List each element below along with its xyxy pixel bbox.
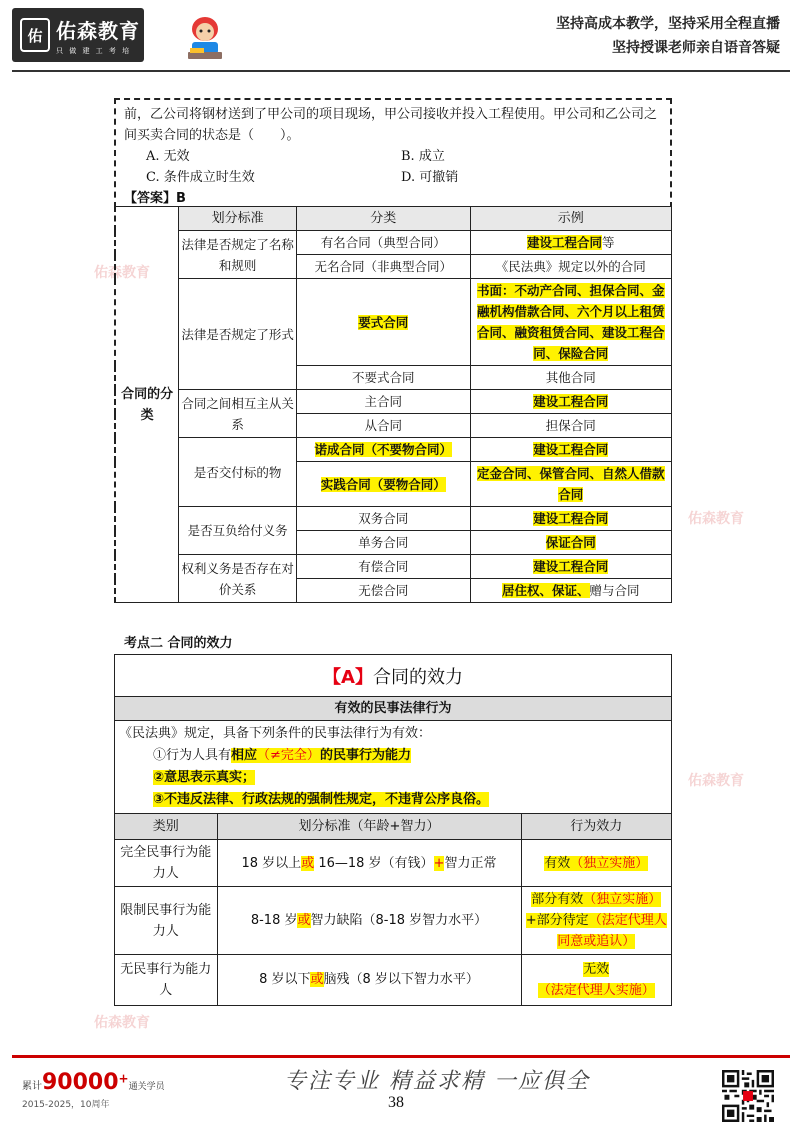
condition-3: ③不违反法律、行政法规的强制性规定，不违背公序良俗。 [153, 792, 490, 807]
box-title [115, 655, 671, 697]
footer-divider [12, 1055, 790, 1058]
table-row [115, 231, 672, 255]
slogan-line-1: 坚持高成本教学，坚持采用全程直播 [556, 16, 780, 32]
brand-logo [12, 8, 144, 62]
watermark: 佑森教育 [94, 265, 150, 281]
option-a: A. 无效 [146, 149, 190, 164]
box-title-text: 合同的效力 [372, 666, 463, 688]
section-title: 考点二 合同的效力 [124, 636, 233, 651]
logo-subtitle: 只 做 建 工 考 培 [56, 46, 132, 55]
column-header: 类别 [115, 814, 217, 840]
column-header: 划分标准 [179, 207, 297, 231]
effect-cell: 部分有效（独立实施）+部分待定（法定代理人同意或追认） [521, 887, 671, 955]
category-cell: 无民事行为能力人 [115, 955, 217, 1005]
class-cell: 诺成合同（不要物合同） [297, 438, 471, 462]
category-cell: 完全民事行为能力人 [115, 840, 217, 887]
logo-text [56, 15, 140, 56]
years-text: 2015-2025，10周年 [22, 1100, 110, 1110]
qr-code-icon [722, 1070, 774, 1122]
class-cell: 要式合同 [297, 279, 471, 366]
category-cell: 限制民事行为能力人 [115, 887, 217, 955]
class-cell: 从合同 [297, 414, 471, 438]
table-row [115, 955, 671, 1005]
table-row [115, 887, 671, 955]
example-cell: 书面：不动产合同、担保合同、金融机构借款合同、六个月以上租赁合同、融资租赁合同、建设工程合同、保险合同 [470, 279, 671, 366]
table-row [115, 279, 672, 366]
criterion-cell: 18 岁以上或 16—18 岁（有钱）+智力正常 [217, 840, 521, 887]
example-cell: 建设工程合同 [470, 438, 671, 462]
header-divider [12, 70, 790, 72]
column-header: 分类 [297, 207, 471, 231]
example-cell: 《民法典》规定以外的合同 [470, 255, 671, 279]
option-c: C. 条件成立时生效 [146, 170, 255, 185]
criterion-cell: 法律是否规定了名称和规则 [179, 231, 297, 279]
example-cell: 担保合同 [470, 414, 671, 438]
count-plus: + [118, 1071, 129, 1086]
conditions-intro: 《民法典》规定，具备下列条件的民事法律行为有效： [119, 726, 432, 741]
side-label: 合同的分类 [115, 207, 179, 603]
slogan-line-2: 坚持授课老师亲自语音答疑 [612, 40, 780, 56]
condition-2: ②意思表示真实； [153, 770, 256, 785]
question-stem: 前，乙公司将钢材送到了甲公司的项目现场，甲公司接收并投入工程使用。甲公司和乙公司之间买卖合同的状态是（ ）。 [124, 107, 658, 143]
header-slogan [556, 12, 780, 60]
class-cell: 双务合同 [297, 507, 471, 531]
contract-classification-table [114, 206, 672, 603]
example-cell: 建设工程合同 [470, 507, 671, 531]
criterion-cell: 合同之间相互主从关系 [179, 390, 297, 438]
class-cell: 无名合同（非典型合同） [297, 255, 471, 279]
class-cell: 不要式合同 [297, 366, 471, 390]
criterion-cell: 权利义务是否存在对价关系 [179, 555, 297, 603]
criterion-cell: 是否互负给付义务 [179, 507, 297, 555]
box-tag: 【A】 [323, 666, 373, 688]
condition-1: ①行为人具有相应（≠完全）的民事行为能力 [153, 748, 411, 763]
effect-cell: 有效（独立实施） [521, 840, 671, 887]
criterion-cell: 8-18 岁或智力缺陷（8-18 岁智力水平） [217, 887, 521, 955]
criterion-cell: 8 岁以下或脑残（8 岁以下智力水平） [217, 955, 521, 1005]
student-count [22, 1070, 165, 1110]
watermark: 佑森教育 [688, 773, 744, 789]
capacity-table [115, 813, 671, 1005]
footer-motto: 专注专业 精益求精 一应俱全 [284, 1069, 590, 1094]
table-header-row [115, 207, 672, 231]
class-cell: 有名合同（典型合同） [297, 231, 471, 255]
table-row [115, 555, 672, 579]
class-cell: 实践合同（要物合同） [297, 462, 471, 507]
class-cell: 有偿合同 [297, 555, 471, 579]
column-header: 行为效力 [521, 814, 671, 840]
validity-conditions [115, 721, 671, 813]
column-header: 划分标准（年龄+智力） [217, 814, 521, 840]
table-row [115, 438, 672, 462]
table-row [115, 390, 672, 414]
option-b: B. 成立 [401, 149, 445, 164]
question-options [124, 146, 662, 188]
example-cell: 建设工程合同 [470, 390, 671, 414]
watermark: 佑森教育 [94, 1015, 150, 1031]
example-cell: 建设工程合同等 [470, 231, 671, 255]
class-cell: 单务合同 [297, 531, 471, 555]
mascot-icon [180, 12, 230, 62]
example-cell: 定金合同、保管合同、自然人借款合同 [470, 462, 671, 507]
table-header-row [115, 814, 671, 840]
count-number: 90000 [42, 1070, 119, 1095]
contract-validity-box [114, 654, 672, 1006]
question-answer: 【答案】B [124, 191, 186, 206]
logo-mark: 佑 [20, 18, 50, 52]
page-header [12, 8, 790, 66]
column-header: 示例 [470, 207, 671, 231]
option-d: D. 可撤销 [401, 170, 459, 185]
example-cell: 保证合同 [470, 531, 671, 555]
effect-cell: 无效（法定代理人实施） [521, 955, 671, 1005]
count-prefix: 累计 [22, 1081, 42, 1092]
example-cell: 居住权、保证、赠与合同 [470, 579, 671, 603]
box-subtitle: 有效的民事法律行为 [115, 697, 671, 721]
criterion-cell: 是否交付标的物 [179, 438, 297, 507]
watermark: 佑森教育 [688, 511, 744, 527]
table-row [115, 507, 672, 531]
example-cell: 其他合同 [470, 366, 671, 390]
page-number: 38 [388, 1094, 404, 1111]
example-cell: 建设工程合同 [470, 555, 671, 579]
class-cell: 无偿合同 [297, 579, 471, 603]
logo-name: 佑森教育 [56, 18, 140, 43]
table-row [115, 840, 671, 887]
class-cell: 主合同 [297, 390, 471, 414]
count-suffix: 通关学员 [128, 1082, 165, 1092]
criterion-cell: 法律是否规定了形式 [179, 279, 297, 390]
question-box [114, 98, 672, 208]
